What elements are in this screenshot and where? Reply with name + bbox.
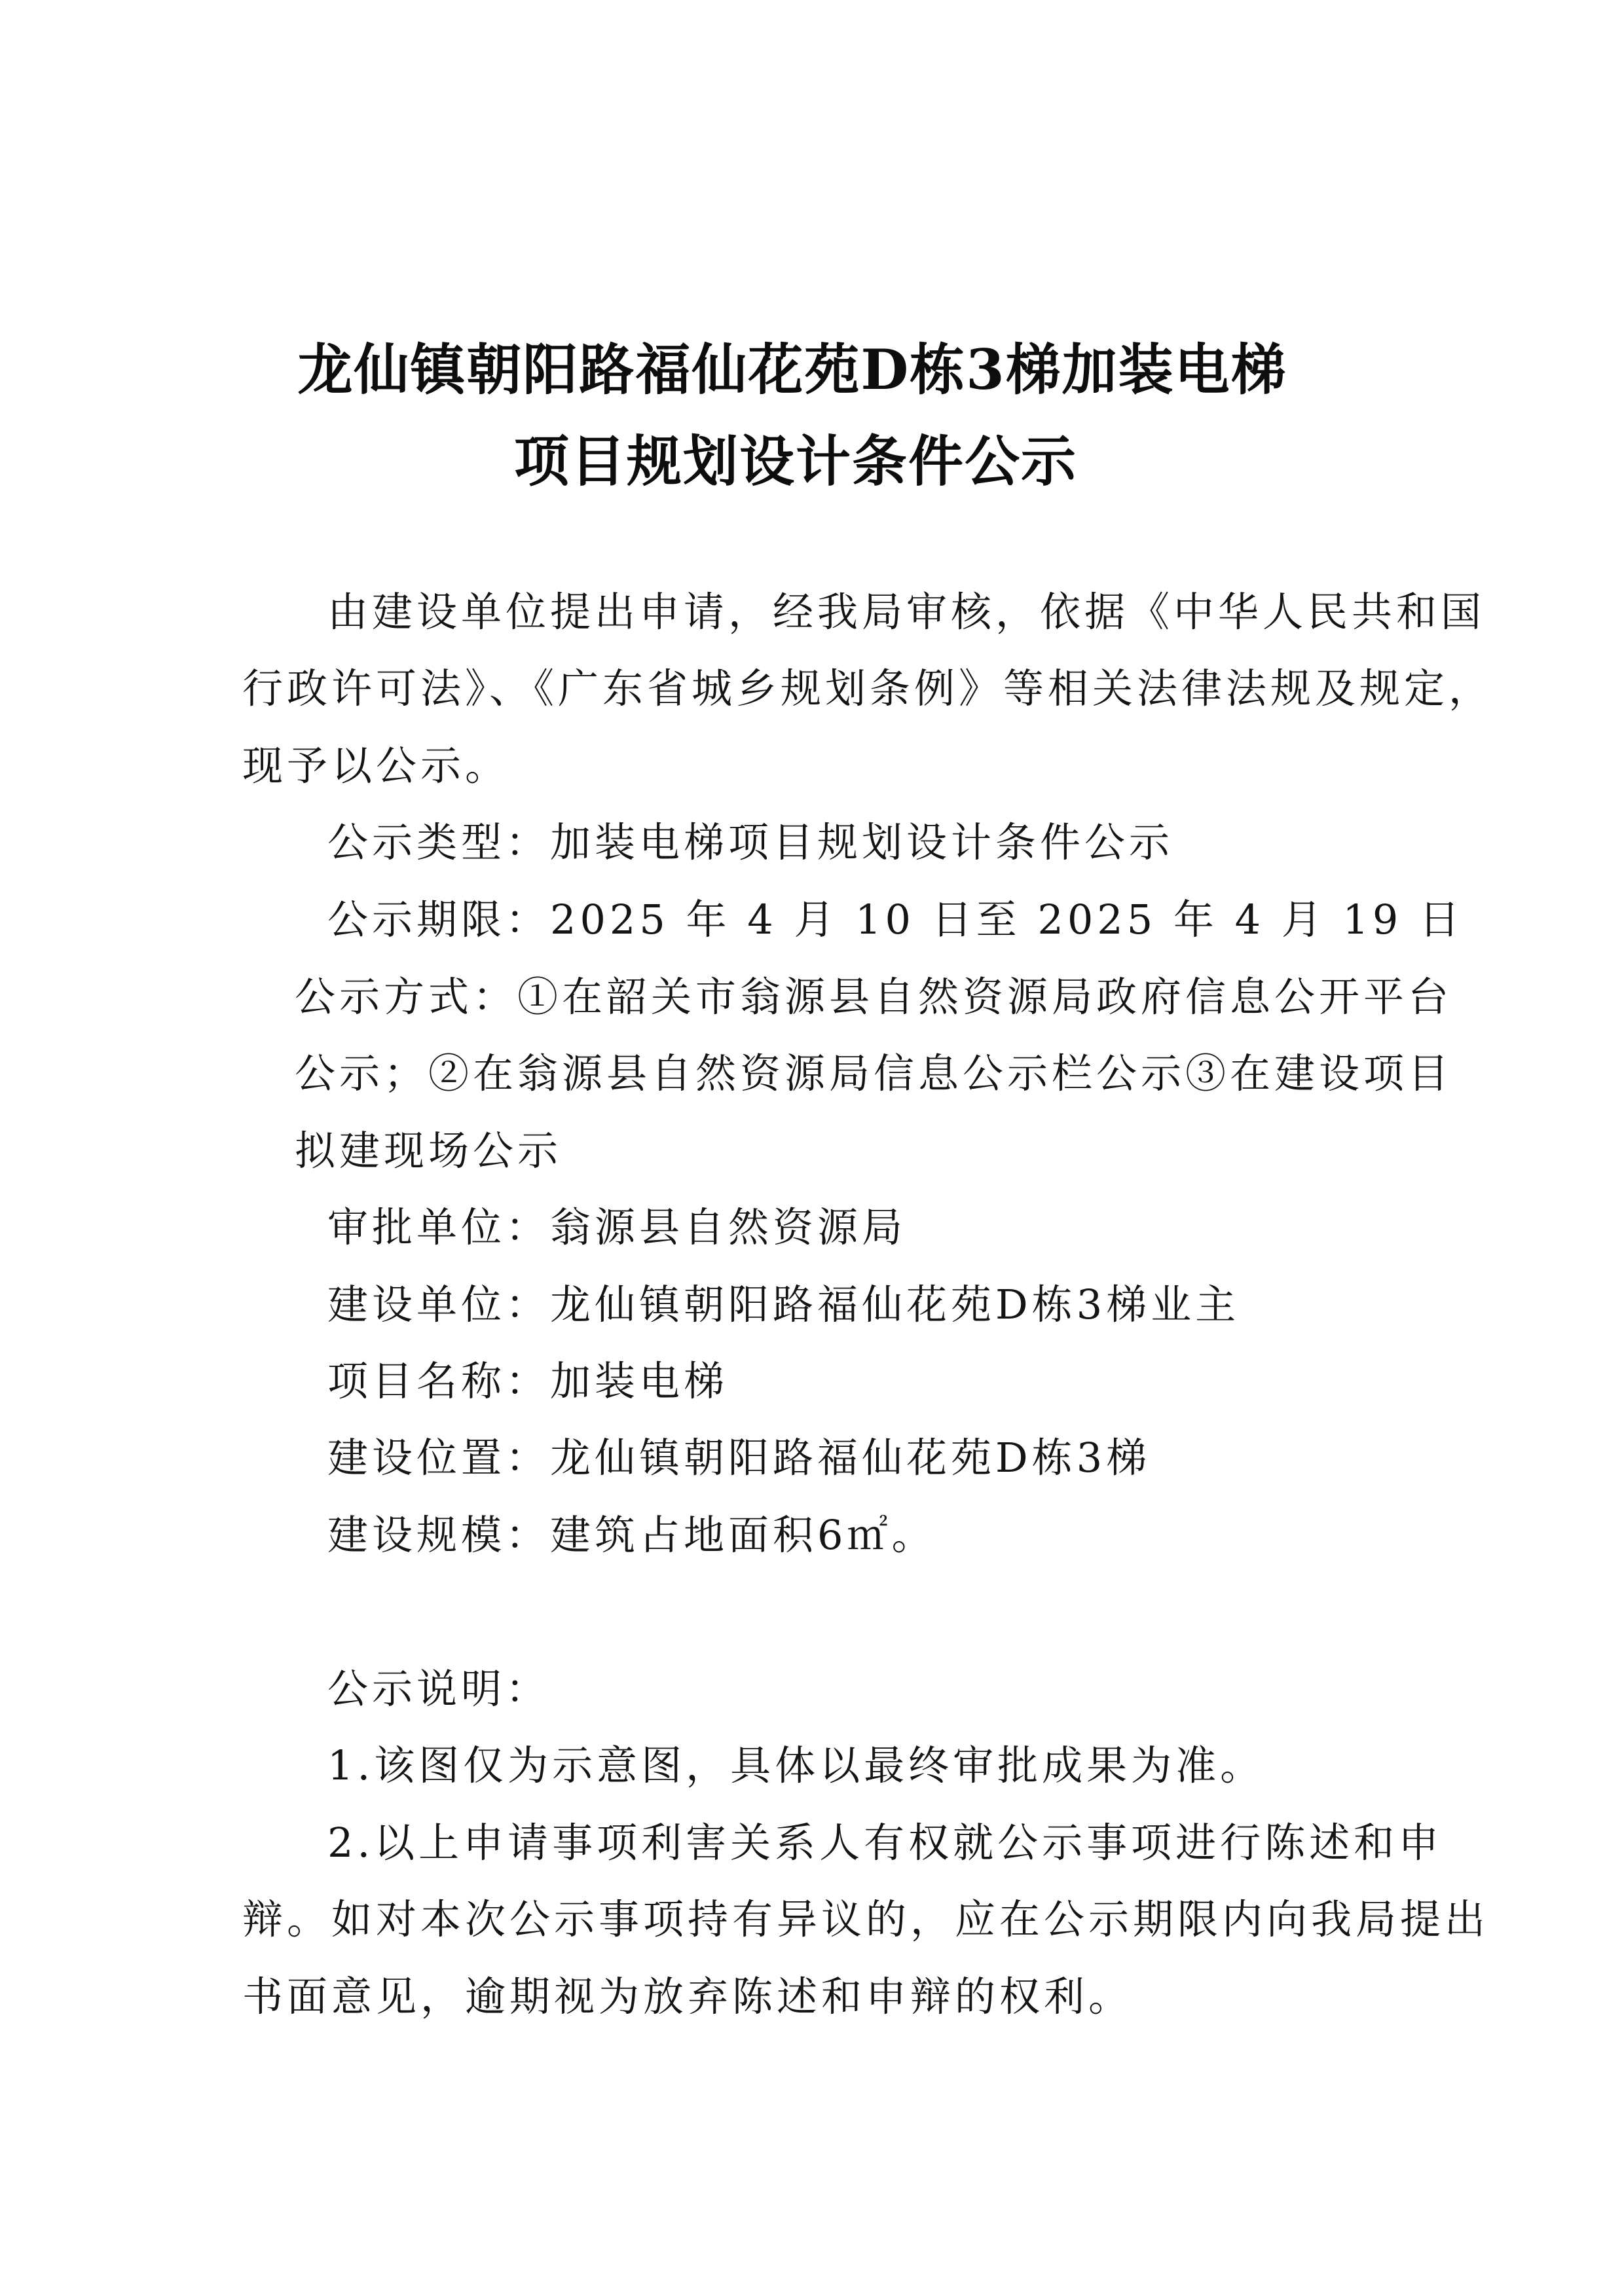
field-notice-method-line-1: 公示方式：①在韶关市翁源县自然资源局政府信息公开平台 [295, 973, 1453, 1021]
document-title-line-2: 项目规划设计条件公示 [513, 429, 1077, 494]
field-project-name: 项目名称：加装电梯 [327, 1357, 729, 1405]
field-notice-period: 公示期限：2025 年 4 月 10 日至 2025 年 4 月 19 日 [327, 896, 1464, 943]
intro-line-2: 行政许可法》、《广东省城乡规划条例》等相关法律法规及规定， [242, 665, 1494, 712]
field-notice-type: 公示类型：加装电梯项目规划设计条件公示 [327, 818, 1174, 866]
intro-line-3: 现予以公示。 [242, 742, 510, 790]
note-item-1: 1.该图仅为示意图，具体以最终审批成果为准。 [327, 1741, 1265, 1789]
document-title-line-1: 龙仙镇朝阳路福仙花苑D栋3梯加装电梯 [297, 337, 1287, 402]
field-construction-scale: 建设规模：建筑占地面积6㎡。 [327, 1511, 936, 1559]
field-construction-unit: 建设单位：龙仙镇朝阳路福仙花苑D栋3梯业主 [327, 1281, 1240, 1328]
field-construction-location: 建设位置：龙仙镇朝阳路福仙花苑D栋3梯 [327, 1434, 1151, 1482]
note-item-2-line-3: 书面意见，逾期视为放弃陈述和申辩的权利。 [242, 1973, 1134, 2020]
field-approval-unit: 审批单位：翁源县自然资源局 [327, 1203, 907, 1251]
intro-line-1: 由建设单位提出申请，经我局审核，依据《中华人民共和国 [327, 588, 1486, 636]
field-notice-method-line-2: 公示；②在翁源县自然资源局信息公示栏公示③在建设项目 [295, 1049, 1453, 1097]
note-item-2-line-1: 2.以上申请事项利害关系人有权就公示事项进行陈述和申 [327, 1819, 1443, 1867]
field-notice-method-line-3: 拟建现场公示 [295, 1127, 563, 1175]
note-item-2-line-2: 辩。如对本次公示事项持有异议的，应在公示期限内向我局提出 [242, 1895, 1490, 1943]
notes-heading: 公示说明： [327, 1665, 551, 1713]
